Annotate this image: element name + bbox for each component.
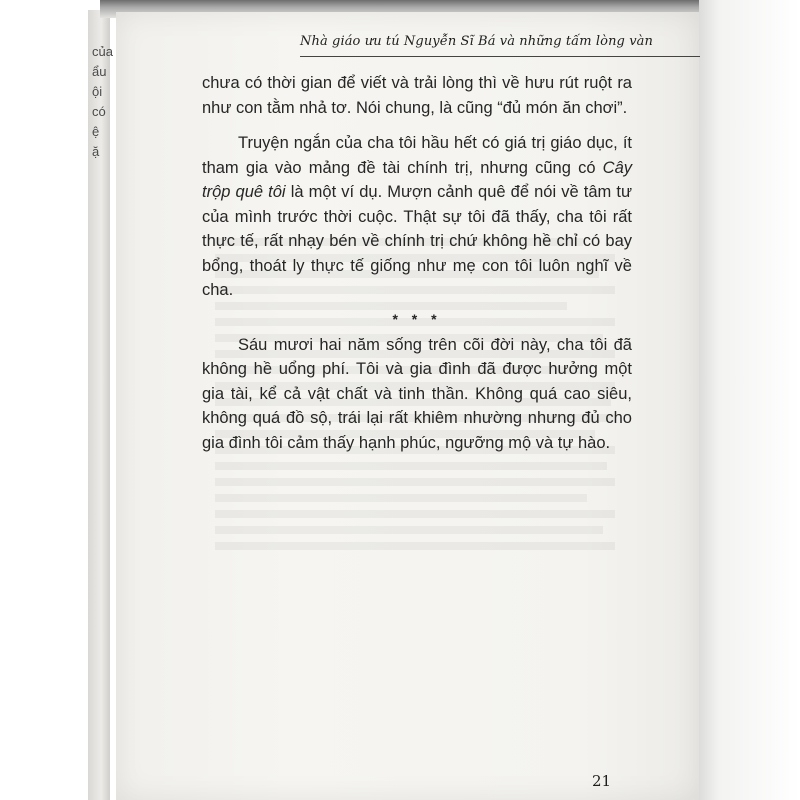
fragment-line: ặ [92, 144, 100, 159]
paragraph-2-start: Truyện ngắn của cha tôi hầu hết có giá trị giáo dục, ít tham gia vào mảng đề tài chính trị, nhưng cũng có [202, 134, 632, 177]
bleed-through-line [215, 526, 603, 534]
paragraph-2 [202, 131, 632, 303]
fragment-line: ẩu [92, 64, 107, 79]
bleed-through-line [215, 478, 615, 486]
header-rule [300, 56, 700, 57]
fragment-line: ệ [92, 124, 100, 139]
fragment-line: ội [92, 84, 103, 99]
fragment-line: có [92, 104, 106, 119]
bleed-through-line [215, 510, 615, 518]
bleed-through-line [215, 462, 607, 470]
section-divider: * * * [392, 310, 442, 327]
story-title: Cây trộp quê tôi [202, 158, 632, 201]
running-header: Nhà giáo ưu tú Nguyễn Sĩ Bá và những tấm lòng vàn [300, 34, 653, 49]
bleed-through-line [215, 542, 615, 550]
paragraph-3: Sáu mươi hai năm sống trên cõi đời này, cha tôi đã không hề uổng phí. Tôi và gia đình đã được hưởng một gia tài, kể cả vật chất và tinh thần. Không quá cao siêu, không quá đồ sộ, trái lại rất khiêm nhường nhưng đủ cho gia đình tôi cảm thấy hạnh phúc, ngưỡng mộ và tự hào. [202, 335, 632, 452]
fragment-line: của [92, 44, 113, 59]
bleed-through-line [215, 494, 587, 502]
body-text [202, 71, 632, 455]
right-background [699, 0, 800, 800]
paragraph-2-end: là một ví dụ. Mượn cảnh quê để nói về tâm tư của mình trước thời cuộc. Thật sự tôi đã thấy, cha tôi rất thực tế, rất nhạy bén về chính trị chứ không hề chỉ có bay bổng, thoát ly thực tế giống như mẹ con tôi luôn nghĩ về cha. [202, 183, 633, 299]
paragraph-1: chưa có thời gian để viết và trải lòng thì về hưu rút ruột ra như con tằm nhả tơ. Nói chung, là cũng “đủ món ăn chơi”. [202, 74, 632, 117]
page-number: 21 [592, 772, 612, 790]
